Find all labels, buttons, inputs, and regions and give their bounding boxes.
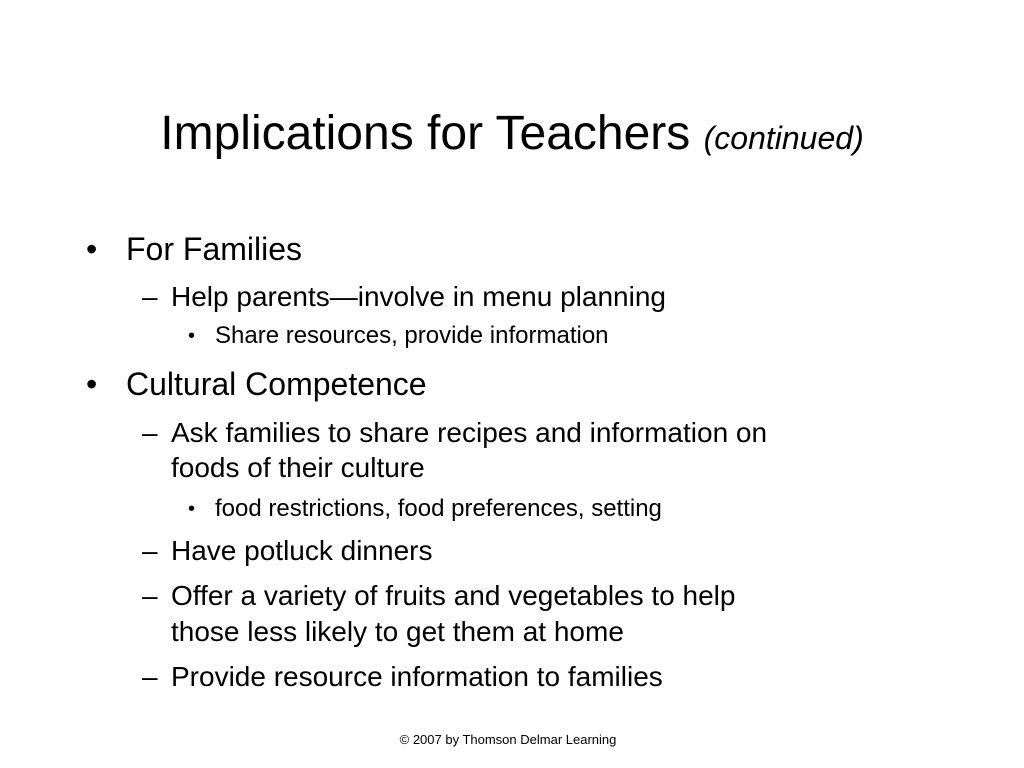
slide-title [0, 104, 1024, 168]
dash-marker: – [142, 580, 158, 611]
sub-sub-bullet-share-resources: Share resources, provide information [215, 322, 609, 349]
sub-bullet-potluck: Have potluck dinners [171, 535, 433, 566]
sub-sub-bullet-marker: • [188, 498, 196, 520]
dash-marker: – [142, 281, 158, 312]
sub-bullet-offer-variety-line-2: those less likely to get them at home [171, 616, 624, 647]
sub-bullet-ask-families-line-2: foods of their culture [171, 452, 425, 483]
bullet-for-families: For Families [126, 231, 303, 267]
dash-marker: – [142, 661, 158, 692]
sub-bullet-help-parents: Help parents—involve in menu planning [171, 281, 666, 312]
bullet-cultural-competence: Cultural Competence [126, 366, 427, 402]
bullet-marker: • [86, 366, 98, 402]
dash-marker: – [142, 417, 158, 448]
sub-sub-bullet-marker: • [188, 325, 196, 347]
dash-marker: – [142, 535, 158, 566]
sub-bullet-provide-resources: Provide resource information to families [171, 661, 663, 692]
sub-bullet-ask-families-line-1: Ask families to share recipes and information on [171, 417, 768, 448]
bullet-marker: • [86, 231, 98, 267]
sub-bullet-offer-variety-line-1: Offer a variety of fruits and vegetables to help [171, 580, 736, 611]
title-text: Implications for Teachers [160, 107, 691, 160]
copyright-footer: © 2007 by Thomson Delmar Learning [399, 732, 617, 747]
sub-sub-bullet-food-restrictions: food restrictions, food preferences, setting [215, 495, 662, 522]
title-subtitle: (continued) [703, 120, 864, 156]
